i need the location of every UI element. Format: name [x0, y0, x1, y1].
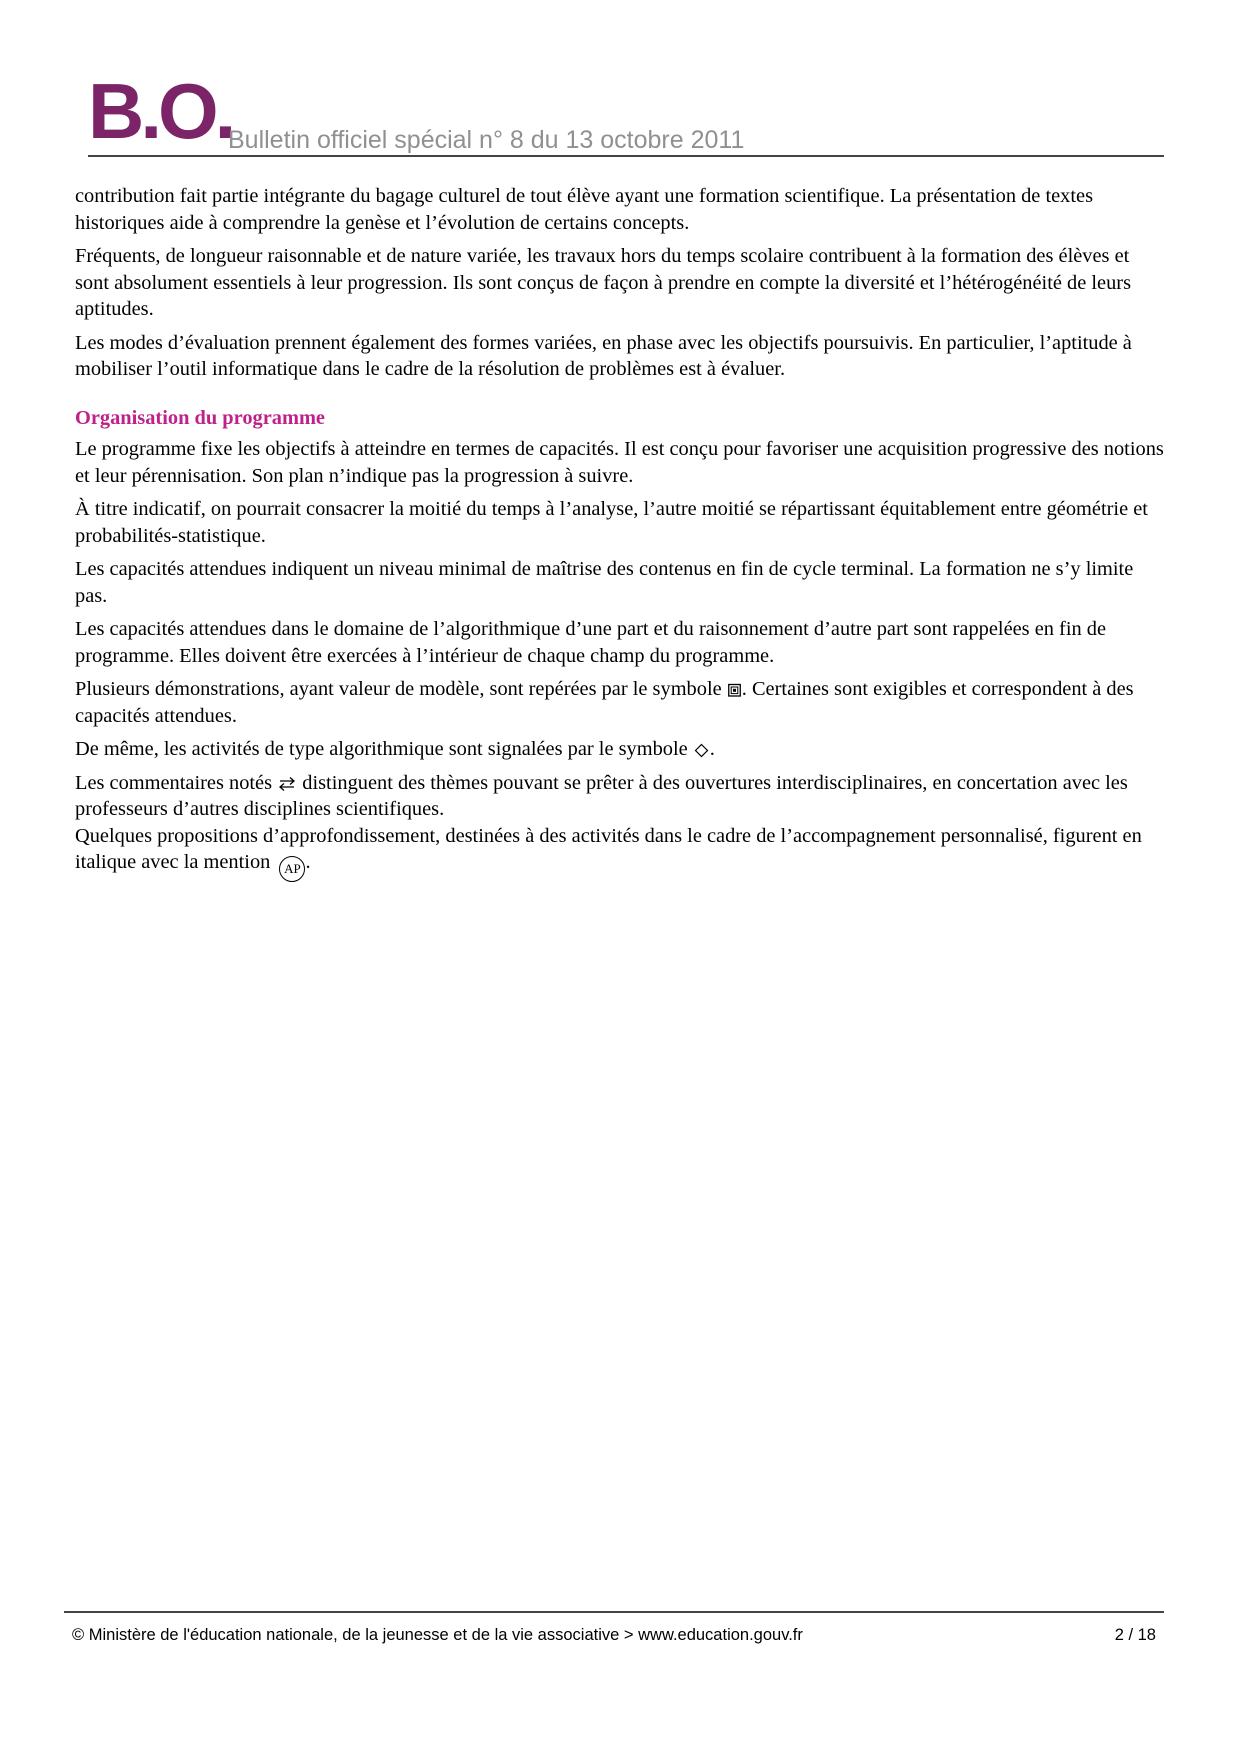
- page-number: 2 / 18: [1114, 1626, 1156, 1644]
- paragraph-text: .: [709, 738, 715, 760]
- paragraph: [75, 676, 1165, 729]
- paragraph-text: Quelques propositions d’approfondissement, destinées à des activités dans le cadre de l’accompagnement personnalisé, figurent en italique avec la mention: [75, 824, 1142, 873]
- paragraph: [75, 736, 1165, 763]
- page-footer: [64, 1611, 1164, 1651]
- paragraph-text: . Certaines sont exigibles et correspondent à des capacités attendues.: [75, 678, 1134, 727]
- paragraph-text: De même, les activités de type algorithmique sont signalées par le symbole: [75, 738, 693, 760]
- ap-circle-badge: AP: [279, 856, 305, 882]
- document-body: [75, 183, 1165, 889]
- bo-logo: B.O.: [88, 67, 233, 155]
- interdisciplinary-arrows-icon: [278, 776, 296, 792]
- paragraph: Les capacités attendues indiquent un niveau minimal de maîtrise des contenus en fin de cycle terminal. La formation ne s’y limite pas.: [75, 558, 1134, 607]
- paragraph: Le programme fixe les objectifs à atteindre en termes de capacités. Il est conçu pour favoriser une acquisition progressive des notions et leur pérennisation. Son plan n’indique pas la progression à suivre.: [75, 438, 1164, 487]
- bulletin-title: Bulletin officiel spécial n° 8 du 13 octobre 2011: [228, 126, 745, 154]
- algorithm-diamond-icon: [694, 743, 709, 758]
- footer-copyright: © Ministère de l'éducation nationale, de la jeunesse et de la vie associative > www.education.gouv.fr: [72, 1626, 803, 1644]
- paragraph-text: Plusieurs démonstrations, ayant valeur de modèle, sont repérées par le symbole: [75, 678, 727, 700]
- paragraph-text: Les commentaires notés: [75, 771, 278, 794]
- footer-divider: [64, 1611, 1164, 1613]
- demonstration-symbol-icon: [728, 683, 741, 698]
- paragraph: Les capacités attendues dans le domaine de l’algorithmique d’une part et du raisonnement d’autre part sont rappelées en fin de programme. Elles doivent être exercées à l’intérieur de chaque champ du programme.: [75, 618, 1107, 667]
- paragraph: contribution fait partie intégrante du bagage culturel de tout élève ayant une formation scientifique. La présentation de textes historiques aide à comprendre la genèse et l’évolution de certains concepts.: [75, 185, 1094, 234]
- paragraph-text: .: [305, 851, 311, 873]
- paragraph: [75, 823, 1165, 883]
- paragraph: [75, 770, 1165, 823]
- paragraph-text: distinguent des thèmes pouvant se prêter à des ouvertures interdisciplinaires, en concertation avec les professeurs d’autres disciplines scientifiques.: [75, 771, 1128, 820]
- paragraph: Les modes d’évaluation prennent également des formes variées, en phase avec les objectifs poursuivis. En particulier, l’aptitude à mobiliser l’outil informatique dans le cadre de la résolution de problèmes est à évaluer.: [75, 331, 1132, 380]
- page-header: [88, 67, 1164, 156]
- header-divider: [88, 155, 1164, 157]
- paragraph: Fréquents, de longueur raisonnable et de nature variée, les travaux hors du temps scolaire contribuent à la formation des élèves et sont absolument essentiels à leur progression. Ils sont conçus de façon à prendre en compte la diversité et l’hétérogénéité de leurs aptitudes.: [75, 245, 1132, 320]
- paragraph: À titre indicatif, on pourrait consacrer la moitié du temps à l’analyse, l’autre moitié se répartissant équitablement entre géométrie et probabilités-statistique.: [75, 498, 1148, 547]
- section-heading: Organisation du programme: [75, 406, 325, 429]
